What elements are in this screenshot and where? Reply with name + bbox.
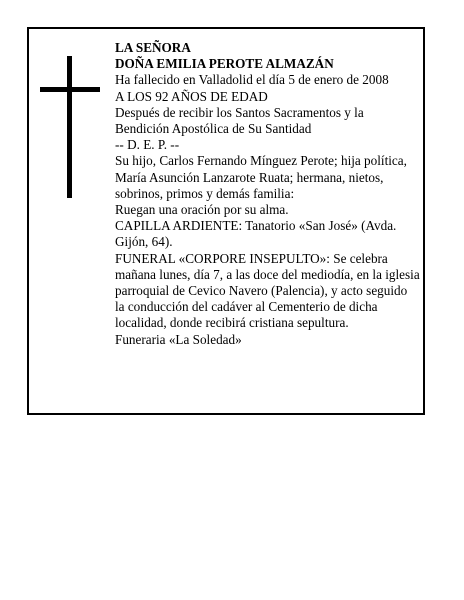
age-statement: A LOS 92 AÑOS DE EDAD [115,88,268,104]
funeral-info: FUNERAL «CORPORE INSEPULTO»: Se celebra mañana lunes, día 7, a las doce del mediodía, en la iglesia parroquial de Cevico Navero (Palencia), y acto seguido la conducción del cadáver al Cementerio de dicha localidad, donde recibirá cristiana sepultura. [115,250,420,331]
prayer-request: Ruegan una oración por su alma. [115,202,289,218]
cross-icon [40,56,100,198]
cross-horizontal-bar [40,87,100,92]
cross-vertical-bar [67,56,72,198]
family-list: Su hijo, Carlos Fernando Mínguez Perote; hija política, María Asunción Lanzarote Ruata; hermana, nietos, sobrinos, primos y demás familia: [115,153,407,201]
deceased-name: DOÑA EMILIA PEROTE ALMAZÁN [115,56,334,72]
chapel-info: CAPILLA ARDIENTE: Tanatorio «San José» (Avda. Gijón, 64). [115,218,397,250]
notice-text [115,40,420,348]
funeral-home: Funeraria «La Soledad» [115,331,242,347]
death-statement: Ha fallecido en Valladolid el día 5 de enero de 2008 [115,72,389,88]
rip-line: -- D. E. P. -- [115,137,180,153]
notice-heading: LA SEÑORA [115,40,191,55]
obituary-notice [27,27,425,415]
sacraments-statement: Después de recibir los Santos Sacramentos y la Bendición Apostólica de Su Santidad [115,104,364,137]
